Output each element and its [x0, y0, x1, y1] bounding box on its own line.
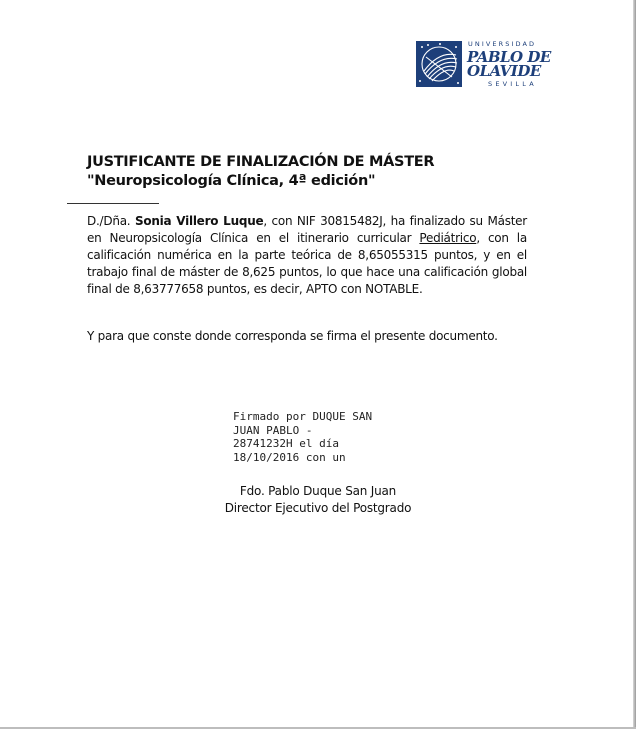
logo-universidad-text: UNIVERSIDAD	[468, 40, 537, 48]
student-name: Sonia Villero Luque	[134, 214, 264, 228]
university-logo	[416, 38, 551, 90]
title-line-2: "Neuropsicología Clínica, 4ª edición"	[87, 173, 376, 189]
logo-olavide-text: OLAVIDE	[467, 62, 541, 80]
signer-block	[180, 483, 456, 517]
stamp-line-4: 18/10/2016 con un	[233, 450, 346, 464]
paragraph-text-rest: , con la calificación numérica en la parte teórica de 8,65055315 puntos, y en el trabajo final de máster de 8,625 puntos, lo que hace una calificación global final de 8,63777658 puntos, es decir, APTO con NOTABLE.	[87, 231, 527, 296]
title-line-1: JUSTIFICANTE DE FINALIZACIÓN DE MÁSTER	[87, 154, 435, 170]
document-title	[87, 153, 537, 191]
certificate-paragraph	[87, 213, 527, 298]
university-emblem-icon	[416, 41, 462, 87]
signer-role: Director Ejecutivo del Postgrado	[224, 501, 412, 515]
digital-signature-stamp	[233, 410, 403, 464]
title-divider	[67, 203, 159, 204]
signer-name: Fdo. Pablo Duque San Juan	[239, 484, 397, 498]
logo-pablo-text: PABLO DE	[467, 48, 551, 66]
closing-paragraph: Y para que conste donde corresponda se firma el presente documento.	[87, 329, 498, 343]
salutation: D./Dña.	[87, 214, 135, 228]
itinerary-name: Pediátrico	[419, 231, 477, 245]
paragraph-text-mid: , con NIF 30815482J, ha finalizado su Máster en Neuropsicología Clínica en el itinerario curricular	[87, 214, 527, 245]
stamp-line-2: JUAN PABLO -	[233, 423, 313, 437]
logo-sevilla-text: SEVILLA	[488, 80, 537, 88]
stamp-line-1: Firmado por DUQUE SAN	[233, 410, 373, 423]
stamp-line-3: 28741232H el día	[233, 437, 339, 450]
